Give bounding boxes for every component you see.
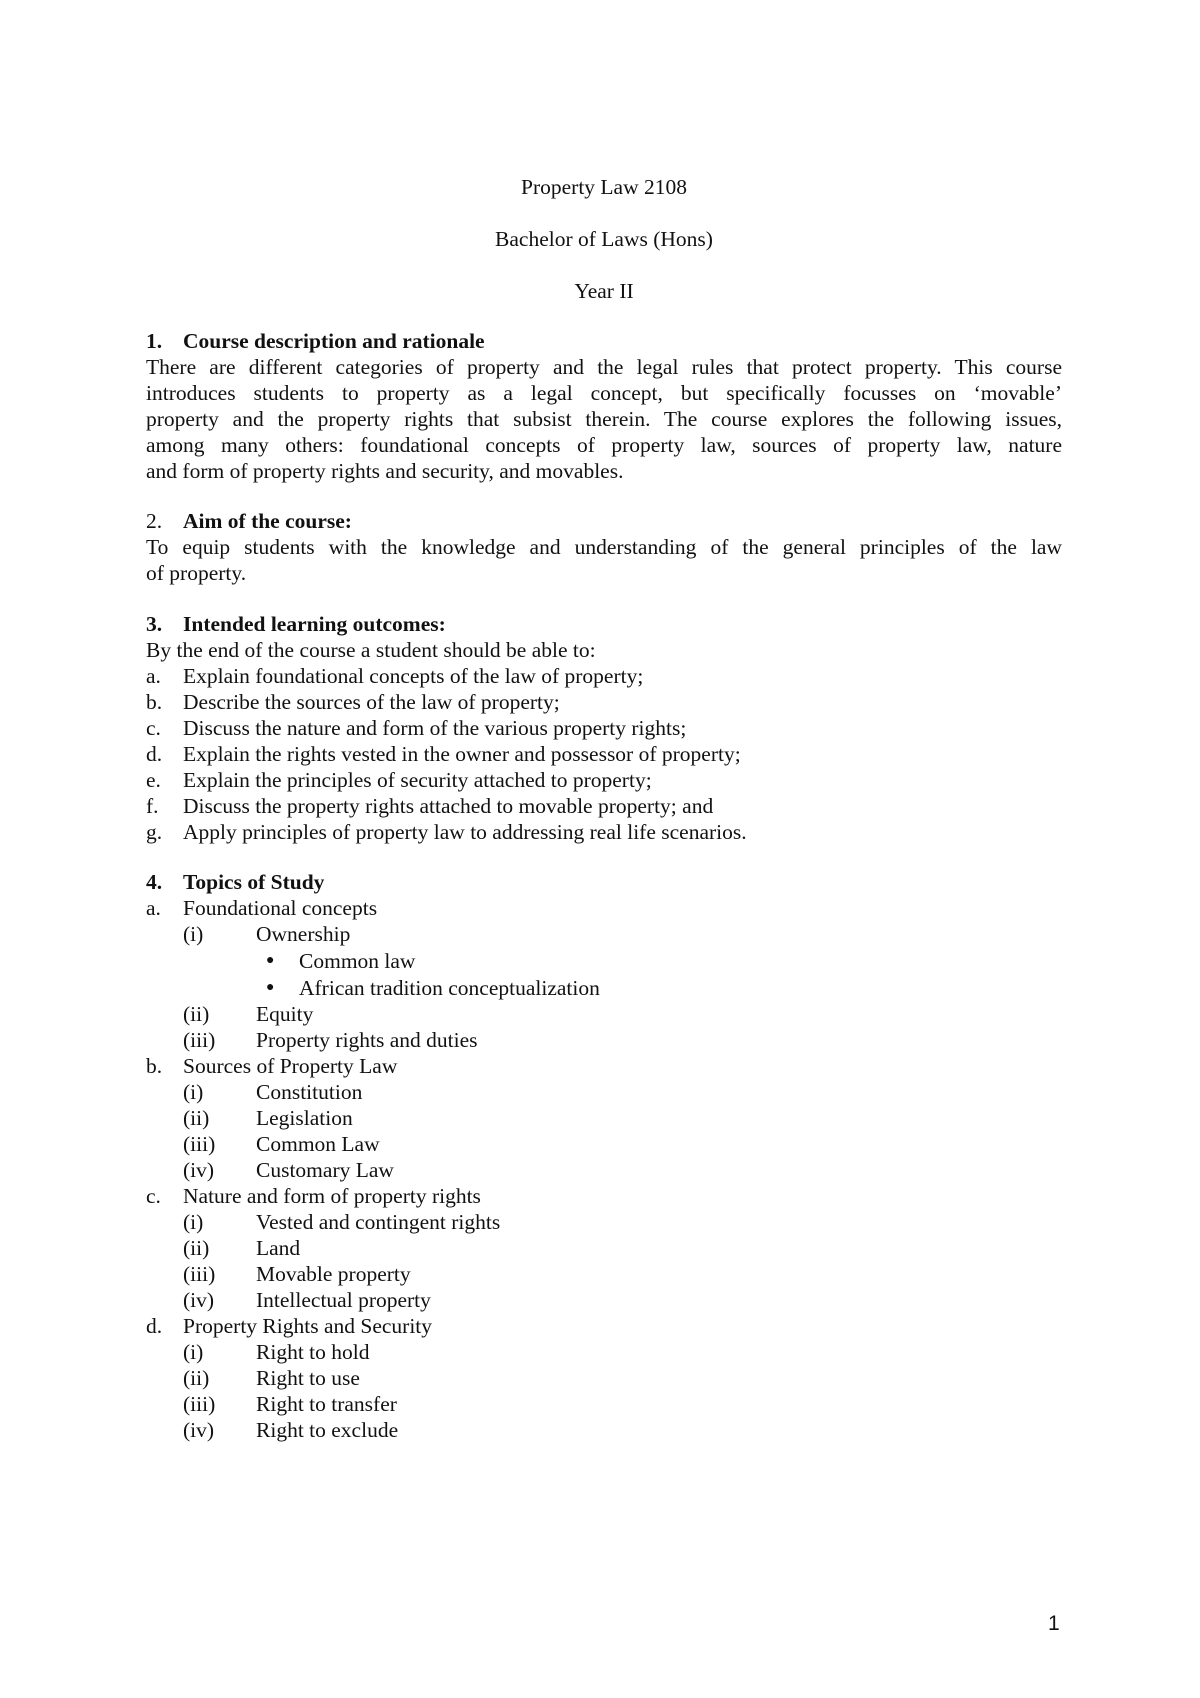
course-code-title: Property Law 2108	[521, 175, 687, 199]
outcome-item: e. Explain the principles of security attached to property;	[146, 768, 652, 792]
section-1-line: introduces students to property as a legal concept, but specifically focusses on ‘movable’	[146, 381, 1062, 405]
section-3-number: 3.	[146, 612, 163, 636]
section-1-heading	[146, 327, 485, 355]
topic-d: d. Property Rights and Security	[146, 1314, 433, 1338]
section-3-intro: By the end of the course a student should be able to:	[146, 638, 596, 662]
outcome-item: d. Explain the rights vested in the owner and possessor of property;	[146, 742, 741, 766]
topic-b: b. Sources of Property Law	[146, 1054, 398, 1078]
bullet-icon: ●	[266, 980, 275, 995]
section-2-title: Aim of the course:	[183, 509, 352, 533]
section-4-heading	[146, 868, 324, 896]
section-2-line: of property.	[146, 561, 247, 585]
section-1-line: and form of property rights and security, and movables.	[146, 459, 624, 483]
topic-a: a. Foundational concepts	[146, 896, 378, 920]
section-1-line: among many others: foundational concepts of property law, sources of property law, nature	[146, 433, 1062, 457]
bullet-icon: ●	[266, 953, 275, 968]
year-title: Year II	[574, 279, 634, 303]
page-number: 1	[1048, 1612, 1060, 1635]
outcome-item: a. Explain foundational concepts of the law of property;	[146, 664, 644, 688]
section-3-title: Intended learning outcomes:	[183, 612, 446, 636]
section-1-number: 1.	[146, 329, 163, 353]
outcome-item: f. Discuss the property rights attached to movable property; and	[146, 794, 714, 818]
outcome-item: b. Describe the sources of the law of property;	[146, 690, 560, 714]
topic-c: c. Nature and form of property rights	[146, 1184, 481, 1208]
section-1-line: There are different categories of property and the legal rules that protect property. This course	[146, 355, 1062, 379]
section-4-title: Topics of Study	[183, 870, 325, 894]
section-1-line: property and the property rights that subsist therein. The course explores the following issues,	[146, 407, 1062, 431]
section-2-heading	[146, 507, 352, 535]
degree-title: Bachelor of Laws (Hons)	[495, 227, 713, 251]
section-3-heading	[146, 610, 446, 638]
section-2-number: 2.	[146, 509, 163, 533]
section-1-title: Course description and rationale	[183, 329, 485, 353]
outcome-item: g. Apply principles of property law to addressing real life scenarios.	[146, 820, 747, 844]
section-2-line: To equip students with the knowledge and understanding of the general principles of the law	[146, 535, 1062, 559]
section-4-number: 4.	[146, 870, 163, 894]
outcome-item: c. Discuss the nature and form of the various property rights;	[146, 716, 687, 740]
